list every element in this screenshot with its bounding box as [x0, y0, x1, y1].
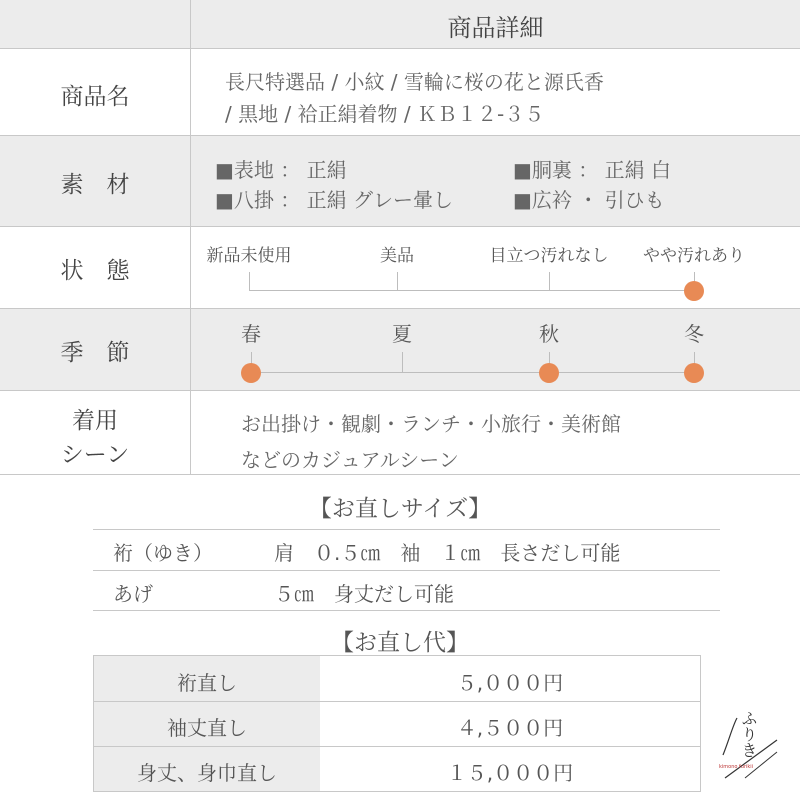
condition-label-new: 新品未使用	[206, 246, 292, 266]
brand-logo-text: ふりき	[739, 710, 758, 758]
material-lining: ■胴裏 ： 正絹 白	[513, 158, 671, 182]
alteration-cost-title: 【お直し代】	[331, 630, 469, 656]
cost-price: ５,０００円	[456, 671, 564, 695]
scene-line2: などのカジュアルシーン	[241, 448, 459, 472]
brand-logo	[715, 700, 790, 785]
divider	[0, 48, 800, 49]
material-hakkake: ■八掛 ： 正絹 グレー暈し	[215, 188, 453, 212]
brand-logo-sub: kimono furikii	[719, 764, 754, 770]
divider	[0, 474, 800, 475]
material-collar: ■広衿 ・ 引ひも	[513, 188, 665, 212]
label-product-name: 商品名	[60, 84, 130, 110]
scene-line1: お出掛け・観劇・ランチ・小旅行・美術館	[241, 412, 621, 436]
season-dot-spring	[241, 363, 261, 383]
condition-tick	[397, 272, 398, 290]
cost-price: １５,０００円	[446, 761, 574, 785]
cost-price: ４,５００円	[456, 716, 564, 740]
divider	[0, 390, 800, 391]
alteration-size-label: 裄（ゆき）	[113, 541, 213, 565]
material-outer: ■表地 ： 正絹	[215, 158, 347, 182]
label-condition: 状 態	[60, 258, 130, 284]
condition-tick	[549, 272, 550, 290]
divider	[0, 226, 800, 227]
condition-tick	[249, 272, 250, 290]
product-name-line2: / 黒地 / 袷正絹着物 / ＫＢ１２-３５	[225, 102, 545, 126]
cost-label: 袖丈直し	[167, 716, 247, 740]
season-label-spring: 春	[241, 322, 261, 346]
divider	[93, 529, 720, 530]
divider	[93, 570, 720, 571]
divider	[0, 308, 800, 309]
product-name-line1: 長尺特選品 / 小紋 / 雪輪に桜の花と源氏香	[225, 70, 604, 94]
condition-scale-line	[249, 290, 694, 291]
season-tick	[402, 352, 403, 372]
divider	[94, 701, 700, 702]
condition-selected-dot	[684, 281, 704, 301]
alteration-size-value: ５㎝ 身丈だし可能	[274, 582, 454, 606]
label-scene-line1: 着用	[72, 408, 118, 434]
cost-label: 身丈、身巾直し	[137, 761, 277, 785]
alteration-size-label: あげ	[113, 582, 153, 606]
alteration-size-title: 【お直しサイズ】	[308, 496, 492, 522]
season-label-winter: 冬	[684, 322, 704, 346]
cost-label: 裄直し	[177, 671, 237, 695]
condition-label-slight-stain: やや汚れあり	[643, 246, 745, 266]
label-scene-line2: シーン	[60, 442, 130, 468]
condition-label-good: 美品	[380, 246, 414, 266]
divider	[0, 135, 800, 136]
season-scale-line	[251, 372, 694, 373]
page-title: 商品詳細	[447, 14, 544, 42]
condition-label-no-stain: 目立つ汚れなし	[489, 246, 609, 266]
season-label-autumn: 秋	[539, 322, 559, 346]
label-season: 季 節	[60, 340, 130, 366]
column-divider	[190, 0, 191, 474]
cost-table	[93, 655, 701, 792]
season-dot-winter	[684, 363, 704, 383]
divider	[93, 610, 720, 611]
label-material: 素 材	[60, 172, 130, 198]
season-dot-autumn	[539, 363, 559, 383]
divider	[94, 746, 700, 747]
alteration-size-value: 肩 ０.５㎝ 袖 １㎝ 長さだし可能	[274, 541, 621, 565]
season-label-summer: 夏	[392, 322, 412, 346]
